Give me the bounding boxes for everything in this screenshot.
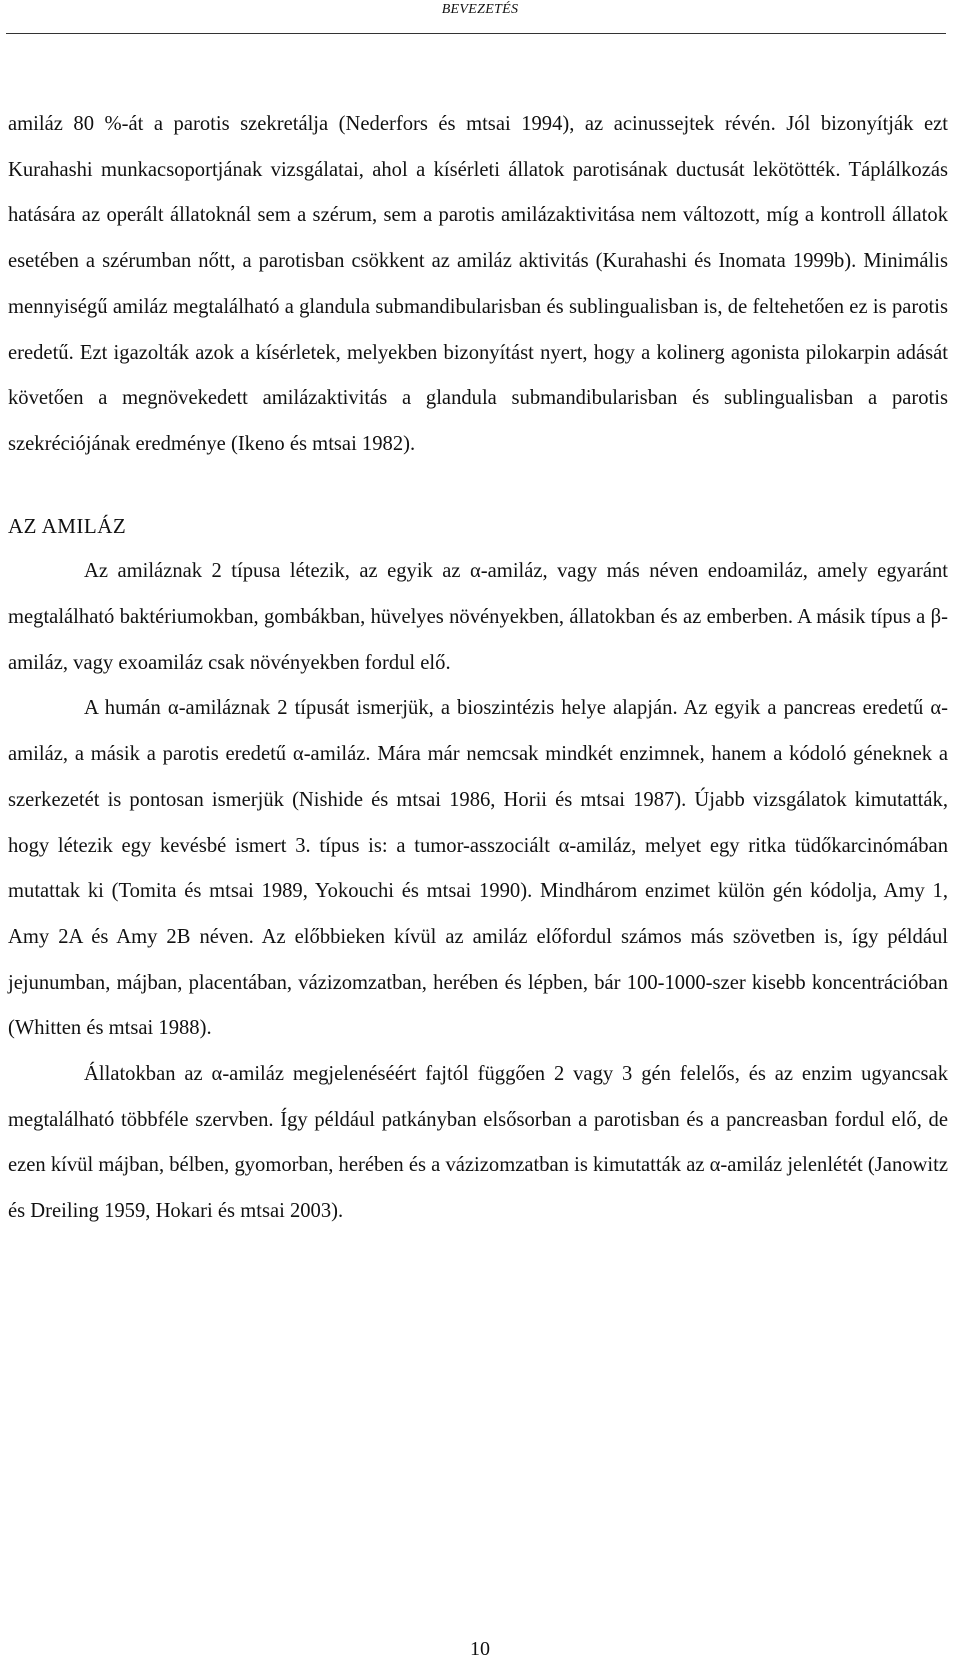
body-paragraph-2: Az amiláznak 2 típusa létezik, az egyik az α-amiláz, vagy más néven endoamiláz, amely egyaránt megtalálható baktériumokban, gombákban, hüvelyes növényekben, állatokban és az emberben. A másik típus a β-amiláz, vagy exoamiláz csak növényekben fordul elő. (8, 560, 948, 674)
body-paragraph-1: amiláz 80 %-át a parotis szekretálja (Nederfors és mtsai 1994), az acinussejtek révén. Jól bizonyítják ezt Kurahashi munkacsoportjának vizsgálatai, ahol a kísérleti állatok parotisának ductusát lekötötték. Táplálkozás hatására az operált állatoknál sem a szérum, sem a parotis amilázaktivitása nem változott, míg a kontroll állatok esetében a szérumban nőtt, a parotisban csökkent az amiláz aktivitás (Kurahashi és Inomata 1999b). Minimális mennyiségű amiláz megtalálható a glandula submandibularisban és sublingualisban is, de feltehetően ez is parotis eredetű. Ezt igazolták azok a kísérletek, melyekben bizonyítást nyert, hogy a kolinerg agonista pilokarpin adását követően a megnövekedett amilázaktivitás a glandula submandibularisban és sublingualisban a parotis szekréciójának eredménye (Ikeno és mtsai 1982). (8, 113, 948, 455)
page-number: 10 (470, 1638, 490, 1660)
body-paragraph-4: Állatokban az α-amiláz megjelenéséért fajtól függően 2 vagy 3 gén felelős, és az enzim ugyancsak megtalálható többféle szervben. Így például patkányban elsősorban a parotisban és a pancreasban fordul elő, de ezen kívül májban, bélben, gyomorban, herében és a vázizomzatban is kimutatták az α-amiláz jelenlétét (Janowitz és Dreiling 1959, Hokari és mtsai 2003). (8, 1063, 948, 1223)
header-divider (6, 33, 946, 34)
body-paragraph-3: A humán α-amiláznak 2 típusát ismerjük, a bioszintézis helye alapján. Az egyik a pancreas eredetű α-amiláz, a másik a parotis eredetű α-amiláz. Mára már nemcsak mindkét enzimnek, hanem a kódoló géneknek a szerkezetét is pontosan ismerjük (Nishide és mtsai 1986, Horii és mtsai 1987). Újabb vizsgálatok kimutatták, hogy létezik egy kevésbé ismert 3. típus is: a tumor-asszociált α-amiláz, melyet egy ritka tüdőkarcinómában mutattak ki (Tomita és mtsai 1989, Yokouchi és mtsai 1990). Mindhárom enzimet külön gén kódolja, Amy 1, Amy 2A és Amy 2B néven. Az előbbieken kívül az amiláz előfordul számos más szövetben is, így például jejunumban, májban, placentában, vázizomzatban, herében és lépben, bár 100-1000-szer kisebb koncentrációban (Whitten és mtsai 1988). (8, 697, 948, 1040)
document-body (8, 102, 948, 1235)
running-header: BEVEZETÉS (441, 2, 519, 17)
section-heading: AZ AMILÁZ (8, 513, 127, 538)
